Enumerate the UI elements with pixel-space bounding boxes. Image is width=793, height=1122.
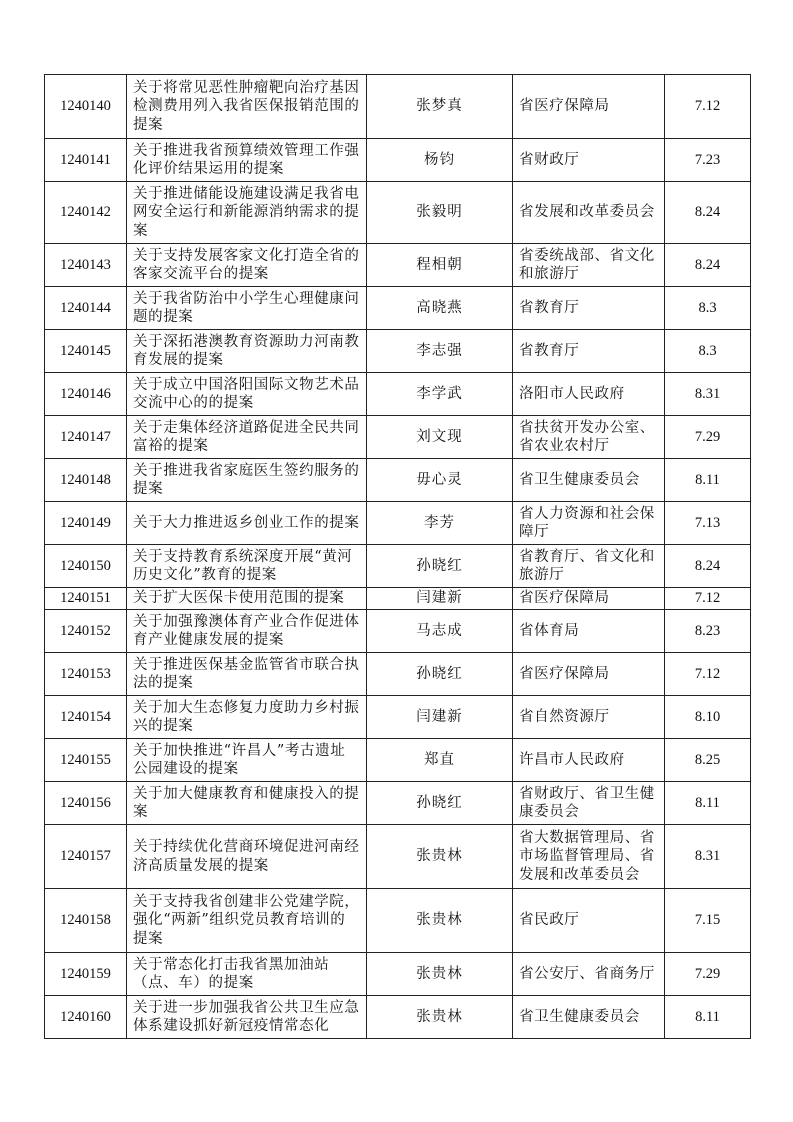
handling-department: 省医疗保障局	[513, 75, 665, 139]
handling-department: 省民政厅	[513, 889, 665, 953]
table-row	[45, 696, 751, 739]
proposal-id: 1240149	[45, 502, 127, 545]
proposal-id: 1240152	[45, 610, 127, 653]
table-row	[45, 953, 751, 996]
proposal-id: 1240159	[45, 953, 127, 996]
proposal-id: 1240148	[45, 459, 127, 502]
proposer-name: 张贵林	[367, 996, 513, 1039]
proposal-date: 7.23	[665, 139, 751, 182]
handling-department: 省自然资源厅	[513, 696, 665, 739]
handling-department: 省医疗保障局	[513, 588, 665, 610]
proposal-id: 1240143	[45, 244, 127, 287]
proposer-name: 孙晓红	[367, 653, 513, 696]
table-row	[45, 75, 751, 139]
proposer-name: 毋心灵	[367, 459, 513, 502]
table-row	[45, 889, 751, 953]
table-row	[45, 287, 751, 330]
table-row	[45, 996, 751, 1039]
proposer-name: 孙晓红	[367, 782, 513, 825]
proposal-date: 8.24	[665, 244, 751, 287]
proposal-date: 8.25	[665, 739, 751, 782]
table-row	[45, 330, 751, 373]
proposal-date: 7.12	[665, 653, 751, 696]
proposal-id: 1240147	[45, 416, 127, 459]
proposer-name: 闫建新	[367, 696, 513, 739]
proposal-date: 7.12	[665, 588, 751, 610]
proposal-id: 1240144	[45, 287, 127, 330]
table-row	[45, 739, 751, 782]
proposal-id: 1240153	[45, 653, 127, 696]
table-row	[45, 244, 751, 287]
table-row	[45, 610, 751, 653]
handling-department: 省体育局	[513, 610, 665, 653]
proposal-id: 1240151	[45, 588, 127, 610]
proposer-name: 张贵林	[367, 825, 513, 889]
proposal-id: 1240157	[45, 825, 127, 889]
proposer-name: 张梦真	[367, 75, 513, 139]
proposal-title: 关于将常见恶性肿瘤靶向治疗基因检测费用列入我省医保报销范围的提案	[127, 75, 367, 139]
proposal-title: 关于走集体经济道路促进全民共同富裕的提案	[127, 416, 367, 459]
handling-department: 省财政厅、省卫生健康委员会	[513, 782, 665, 825]
proposal-title: 关于推进储能设施建设满足我省电网安全运行和新能源消纳需求的提案	[127, 182, 367, 244]
proposal-date: 7.29	[665, 953, 751, 996]
proposer-name: 张毅明	[367, 182, 513, 244]
proposal-date: 8.3	[665, 287, 751, 330]
proposal-title: 关于持续优化营商环境促进河南经济高质量发展的提案	[127, 825, 367, 889]
proposal-id: 1240158	[45, 889, 127, 953]
proposer-name: 李学武	[367, 373, 513, 416]
proposer-name: 杨钧	[367, 139, 513, 182]
handling-department: 省委统战部、省文化和旅游厅	[513, 244, 665, 287]
table-row	[45, 545, 751, 588]
proposal-date: 7.12	[665, 75, 751, 139]
handling-department: 省教育厅	[513, 287, 665, 330]
table-row	[45, 825, 751, 889]
proposer-name: 孙晓红	[367, 545, 513, 588]
handling-department: 洛阳市人民政府	[513, 373, 665, 416]
table-row	[45, 373, 751, 416]
proposal-date: 7.15	[665, 889, 751, 953]
proposal-title: 关于加大生态修复力度助力乡村振兴的提案	[127, 696, 367, 739]
proposal-id: 1240141	[45, 139, 127, 182]
proposal-title: 关于支持教育系统深度开展“黄河历史文化”教育的提案	[127, 545, 367, 588]
proposal-id: 1240155	[45, 739, 127, 782]
proposal-title: 关于我省防治中小学生心理健康问题的提案	[127, 287, 367, 330]
table-row	[45, 782, 751, 825]
proposal-id: 1240154	[45, 696, 127, 739]
proposer-name: 刘文现	[367, 416, 513, 459]
proposer-name: 郑直	[367, 739, 513, 782]
proposer-name: 李芳	[367, 502, 513, 545]
handling-department: 省扶贫开发办公室、省农业农村厅	[513, 416, 665, 459]
table-row	[45, 416, 751, 459]
proposal-id: 1240142	[45, 182, 127, 244]
proposal-date: 8.23	[665, 610, 751, 653]
proposal-date: 8.10	[665, 696, 751, 739]
proposal-date: 7.13	[665, 502, 751, 545]
proposal-title: 关于加快推进“许昌人”考古遗址公园建设的提案	[127, 739, 367, 782]
proposal-date: 8.24	[665, 182, 751, 244]
handling-department: 省卫生健康委员会	[513, 459, 665, 502]
handling-department: 省医疗保障局	[513, 653, 665, 696]
proposal-date: 7.29	[665, 416, 751, 459]
proposal-title: 关于大力推进返乡创业工作的提案	[127, 502, 367, 545]
table-row	[45, 459, 751, 502]
proposer-name: 程相朝	[367, 244, 513, 287]
proposer-name: 马志成	[367, 610, 513, 653]
proposer-name: 张贵林	[367, 889, 513, 953]
handling-department: 省公安厅、省商务厅	[513, 953, 665, 996]
proposal-date: 8.31	[665, 373, 751, 416]
handling-department: 省教育厅	[513, 330, 665, 373]
proposal-title: 关于加大健康教育和健康投入的提案	[127, 782, 367, 825]
handling-department: 省卫生健康委员会	[513, 996, 665, 1039]
handling-department: 省大数据管理局、省市场监督管理局、省发展和改革委员会	[513, 825, 665, 889]
handling-department: 省人力资源和社会保障厅	[513, 502, 665, 545]
table-row	[45, 502, 751, 545]
proposal-date: 8.24	[665, 545, 751, 588]
proposal-title: 关于推进医保基金监管省市联合执法的提案	[127, 653, 367, 696]
proposal-id: 1240146	[45, 373, 127, 416]
proposal-id: 1240150	[45, 545, 127, 588]
proposal-id: 1240145	[45, 330, 127, 373]
proposal-date: 8.11	[665, 782, 751, 825]
proposal-title: 关于扩大医保卡使用范围的提案	[127, 588, 367, 610]
proposal-title: 关于支持我省创建非公党建学院，强化“两新”组织党员教育培训的提案	[127, 889, 367, 953]
proposer-name: 李志强	[367, 330, 513, 373]
proposal-title: 关于深拓港澳教育资源助力河南教育发展的提案	[127, 330, 367, 373]
proposal-date: 8.31	[665, 825, 751, 889]
proposal-title: 关于加强豫澳体育产业合作促进体育产业健康发展的提案	[127, 610, 367, 653]
proposal-date: 8.11	[665, 459, 751, 502]
proposal-date: 8.11	[665, 996, 751, 1039]
handling-department: 许昌市人民政府	[513, 739, 665, 782]
handling-department: 省财政厅	[513, 139, 665, 182]
table-row	[45, 182, 751, 244]
proposal-title: 关于推进我省家庭医生签约服务的提案	[127, 459, 367, 502]
proposal-date: 8.3	[665, 330, 751, 373]
proposal-title: 关于推进我省预算绩效管理工作强化评价结果运用的提案	[127, 139, 367, 182]
proposer-name: 张贵林	[367, 953, 513, 996]
proposal-id: 1240160	[45, 996, 127, 1039]
proposals-table	[44, 74, 751, 1039]
proposal-title: 关于进一步加强我省公共卫生应急体系建设抓好新冠疫情常态化	[127, 996, 367, 1039]
proposer-name: 高晓燕	[367, 287, 513, 330]
handling-department: 省教育厅、省文化和旅游厅	[513, 545, 665, 588]
proposal-id: 1240156	[45, 782, 127, 825]
proposal-title: 关于支持发展客家文化打造全省的客家交流平台的提案	[127, 244, 367, 287]
proposer-name: 闫建新	[367, 588, 513, 610]
table-row	[45, 588, 751, 610]
proposal-title: 关于成立中国洛阳国际文物艺术品交流中心的的提案	[127, 373, 367, 416]
proposal-title: 关于常态化打击我省黑加油站（点、车）的提案	[127, 953, 367, 996]
table-row	[45, 653, 751, 696]
table-row	[45, 139, 751, 182]
proposal-id: 1240140	[45, 75, 127, 139]
handling-department: 省发展和改革委员会	[513, 182, 665, 244]
